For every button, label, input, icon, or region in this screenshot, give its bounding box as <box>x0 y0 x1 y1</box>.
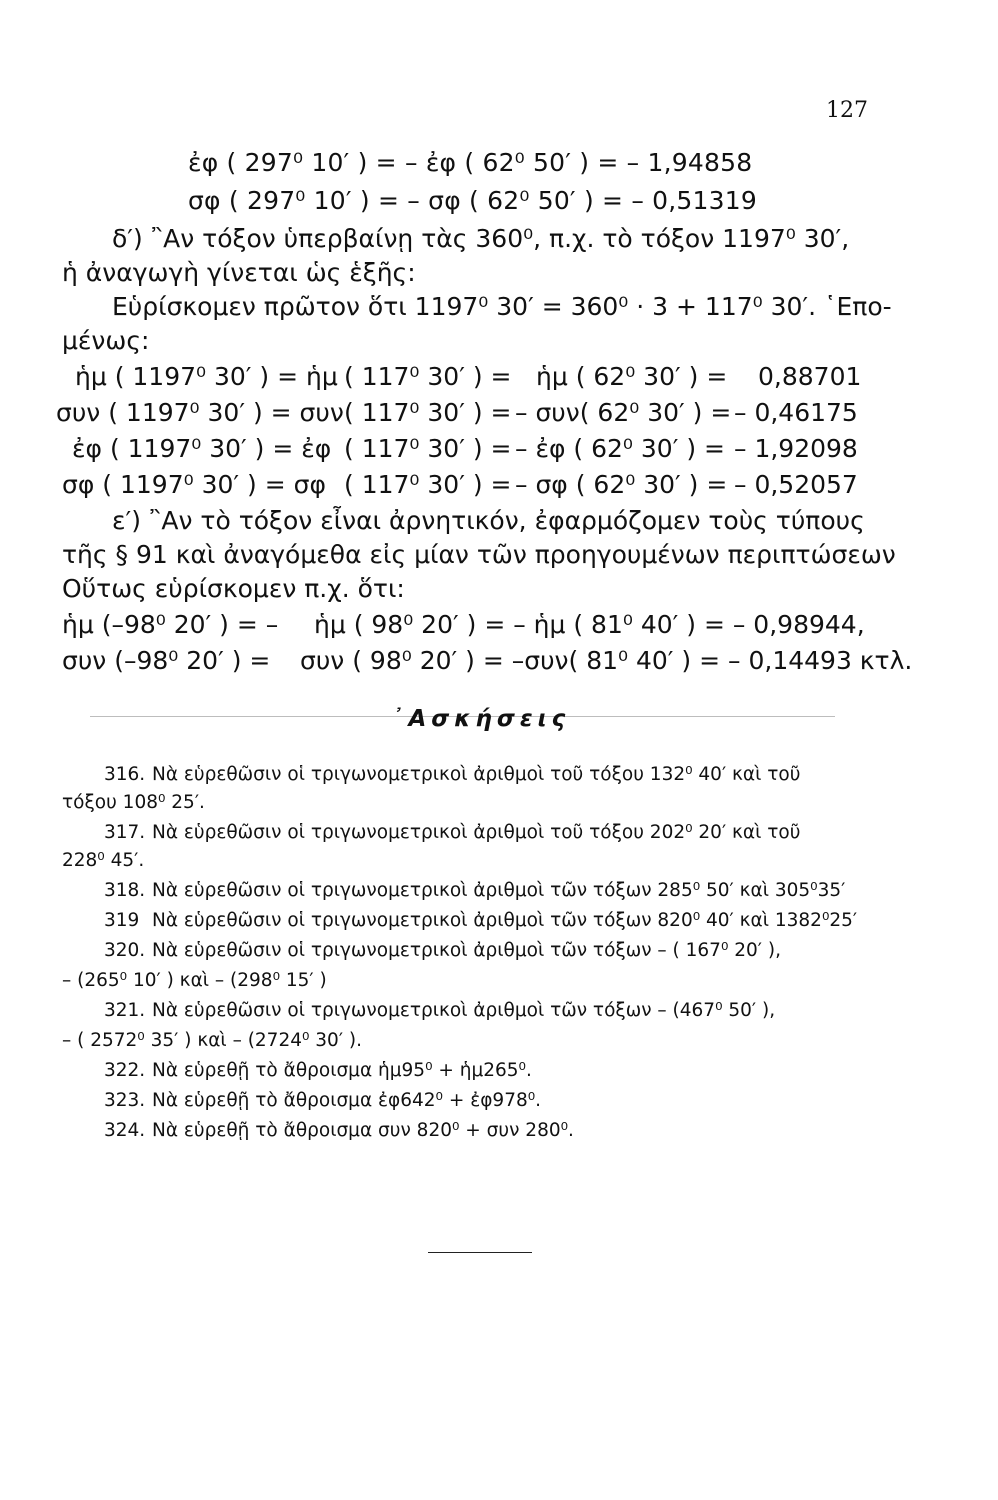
exercise-number: 320. <box>104 940 146 961</box>
negative-arc-lhs: ἡμ (–98⁰ 20′ ) = – <box>62 610 279 639</box>
equation-middle: ( 117⁰ 30′ ) = <box>344 398 512 427</box>
exercise-number: 323. <box>104 1090 146 1111</box>
equation-value: – 0,46175 <box>734 398 858 427</box>
exercise-item <box>104 822 800 843</box>
equation-middle: ( 117⁰ 30′ ) = <box>344 362 512 391</box>
exercise-text: Νὰ εὑρεθῇ τὸ ἄθροισμα ἡμ95⁰ + ἡμ265⁰. <box>152 1060 532 1081</box>
equation-value: – 0,52057 <box>734 470 858 499</box>
exercise-number: 316. <box>104 764 146 785</box>
negative-arc-rhs: συν ( 98⁰ 20′ ) = –συν( 81⁰ 40′ ) = – 0,14493 κτλ. <box>300 646 913 675</box>
section-end-rule <box>428 1252 532 1253</box>
exercise-item <box>104 1090 541 1111</box>
equation-middle: ( 117⁰ 30′ ) = <box>344 434 512 463</box>
case-epsilon-line-3: Οὕτως εὑρίσκομεν π.χ. ὅτι: <box>62 574 405 603</box>
case-delta-line-2: ἡ ἀναγωγὴ γίνεται ὡς ἑξῆς: <box>62 258 416 287</box>
exercise-number: 321. <box>104 1000 146 1021</box>
equation-value: – 1,92098 <box>734 434 858 463</box>
exercise-text: Νὰ εὑρεθῇ τὸ ἄθροισμα ἐφ642⁰ + ἐφ978⁰. <box>152 1090 542 1111</box>
equation-lhs: συν ( 1197⁰ 30′ ) = συν <box>56 398 344 427</box>
case-delta-line-1: δ′) ῍Αν τόξον ὑπερβαίνῃ τὰς 360⁰, π.χ. τὸ τόξον 1197⁰ 30′, <box>112 224 850 253</box>
exercise-item <box>104 764 800 785</box>
exercise-item <box>104 910 857 931</box>
equation-reduced: – σφ ( 62⁰ 30′ ) = <box>515 470 728 499</box>
exercise-number: 324. <box>104 1120 146 1141</box>
cotangent-297-line: σφ ( 297⁰ 10′ ) = – σφ ( 62⁰ 50′ ) = – 0,51319 <box>188 186 757 215</box>
exercise-number: 318. <box>104 880 146 901</box>
exercise-text: Νὰ εὑρεθῶσιν οἱ τριγωνομετρικοὶ ἀριθμοὶ τῶν τόξων – (467⁰ 50′ ), <box>152 1000 776 1021</box>
exercise-continuation: – ( 2572⁰ 35′ ) καὶ – (2724⁰ 30′ ). <box>62 1030 363 1051</box>
equation-lhs: ἡμ ( 1197⁰ 30′ ) = ἡμ <box>75 362 338 391</box>
equation-reduced: ἡμ ( 62⁰ 30′ ) = <box>536 362 728 391</box>
equation-lhs: σφ ( 1197⁰ 30′ ) = σφ <box>62 470 326 499</box>
exercise-text: Νὰ εὑρεθῶσιν οἱ τριγωνομετρικοὶ ἀριθμοὶ τῶν τόξων 285⁰ 50′ καὶ 305⁰35′ <box>152 880 846 901</box>
exercise-item <box>104 1060 532 1081</box>
exercise-number: 322. <box>104 1060 146 1081</box>
exercise-item <box>104 940 781 961</box>
exercise-item <box>104 1120 574 1141</box>
equation-reduced: – συν( 62⁰ 30′ ) = <box>515 398 732 427</box>
negative-arc-rhs: ἡμ ( 98⁰ 20′ ) = – ἡμ ( 81⁰ 40′ ) = – 0,98944, <box>314 610 865 639</box>
tangent-297-line: ἐφ ( 297⁰ 10′ ) = – ἐφ ( 62⁰ 50′ ) = – 1,94858 <box>188 148 753 177</box>
case-epsilon-line-2: τῆς § 91 καὶ ἀναγόμεθα εἰς μίαν τῶν προηγουμένων περιπτώσεων <box>62 540 896 569</box>
exercise-number: 317. <box>104 822 146 843</box>
exercise-continuation: 228⁰ 45′. <box>62 850 145 871</box>
equation-lhs: ἐφ ( 1197⁰ 30′ ) = ἐφ <box>72 434 332 463</box>
exercise-continuation: τόξου 108⁰ 25′. <box>62 792 205 813</box>
negative-arc-lhs: συν (–98⁰ 20′ ) = <box>62 646 271 675</box>
case-epsilon-line-1: ε′) ῍Αν τὸ τόξον εἶναι ἀρνητικόν, ἐφαρμόζομεν τοὺς τύπους <box>112 506 865 535</box>
equation-middle: ( 117⁰ 30′ ) = <box>344 470 512 499</box>
exercise-continuation: – (265⁰ 10′ ) καὶ – (298⁰ 15′ ) <box>62 970 327 991</box>
equation-reduced: – ἐφ ( 62⁰ 30′ ) = <box>515 434 725 463</box>
exercise-text: Νὰ εὑρεθῶσιν οἱ τριγωνομετρικοὶ ἀριθμοὶ τοῦ τόξου 202⁰ 20′ καὶ τοῦ <box>152 822 801 843</box>
exercise-number: 319 <box>104 910 140 931</box>
exercise-text: Νὰ εὑρεθῶσιν οἱ τριγωνομετρικοὶ ἀριθμοὶ τῶν τόξων – ( 167⁰ 20′ ), <box>152 940 781 961</box>
exercise-item <box>104 1000 775 1021</box>
exercise-item <box>104 880 845 901</box>
case-delta-line-3: Εὑρίσκομεν πρῶτον ὅτι 1197⁰ 30′ = 360⁰ · 3 + 117⁰ 30′. ῾Επο- <box>112 292 892 321</box>
exercises-heading: ᾿Ασκήσεις <box>392 706 571 732</box>
exercise-text: Νὰ εὑρεθῇ τὸ ἄθροισμα συν 820⁰ + συν 280⁰. <box>152 1120 574 1141</box>
equation-value: 0,88701 <box>758 362 862 391</box>
exercise-text: Νὰ εὑρεθῶσιν οἱ τριγωνομετρικοὶ ἀριθμοὶ τῶν τόξων 820⁰ 40′ καὶ 1382⁰25′ <box>152 910 858 931</box>
exercise-text: Νὰ εὑρεθῶσιν οἱ τριγωνομετρικοὶ ἀριθμοὶ τοῦ τόξου 132⁰ 40′ καὶ τοῦ <box>152 764 801 785</box>
page-number: 127 <box>826 98 868 123</box>
case-delta-line-4: μένως: <box>62 326 150 355</box>
